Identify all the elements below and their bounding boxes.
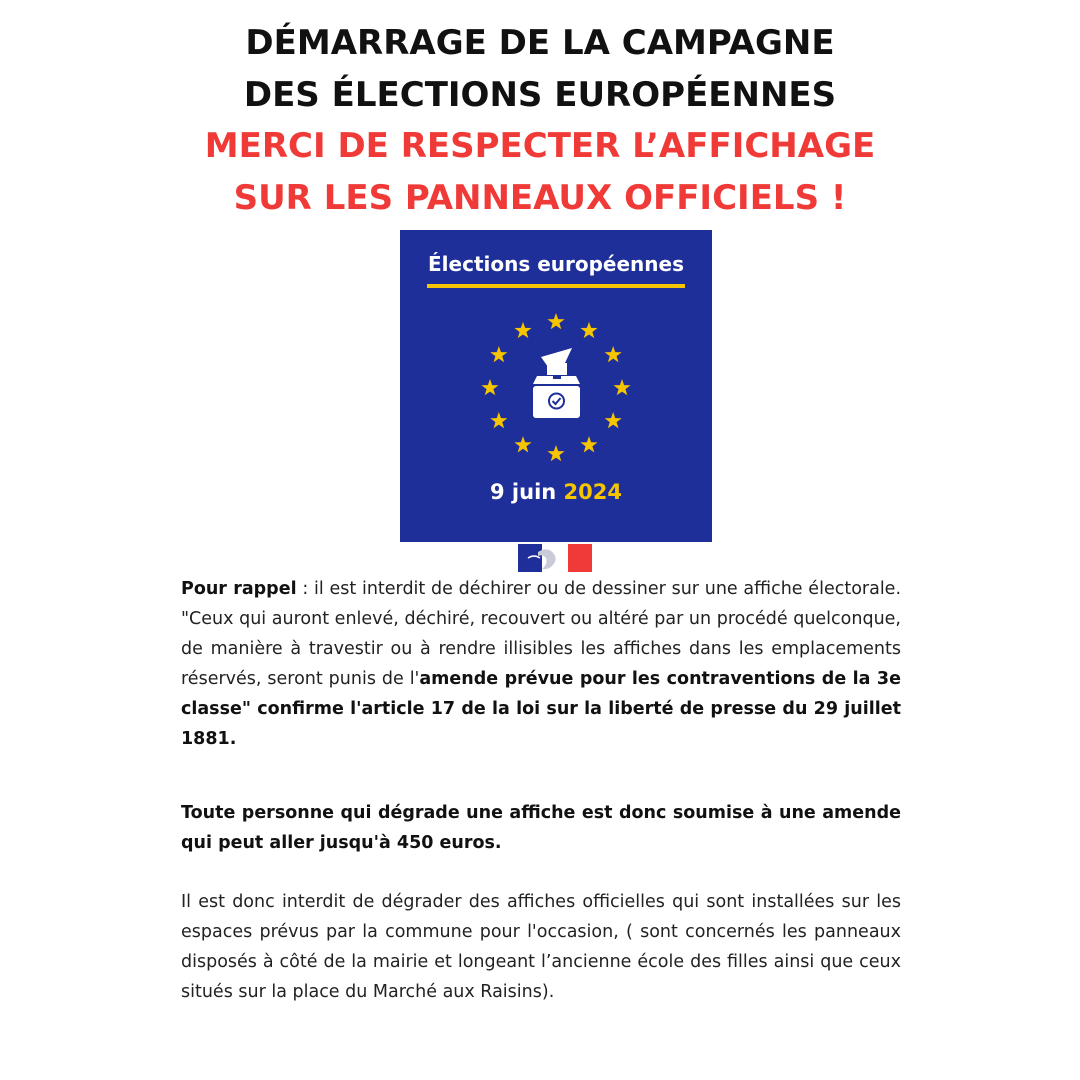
locations-paragraph: Il est donc interdit de dégrader des affiches officielles qui sont installées sur les espaces prévus par la commune pour l'occasion, ( sont concernés les panneaux disposés à côté de la mairie et longeant l’ancienne école des filles ainsi que ceux situés sur la place du Marché aux Raisins). [181, 892, 901, 1002]
poster-title: Élections européennes [428, 252, 684, 276]
poster-date-year: 2024 [563, 480, 622, 504]
eu-star-icon [547, 445, 564, 461]
headline-line-2: DES ÉLECTIONS EUROPÉENNES [243, 75, 837, 115]
eu-star-icon [605, 346, 622, 362]
headline-warning-line-2: SUR LES PANNEAUX OFFICIELS ! [233, 178, 847, 218]
poster-date [400, 480, 712, 504]
eu-star-icon [514, 436, 531, 452]
logo-strip [400, 542, 712, 564]
eu-star-icon [580, 322, 597, 338]
eu-star-icon [580, 436, 597, 452]
eu-star-icon [481, 379, 498, 395]
fine-paragraph: Toute personne qui dégrade une affiche est donc soumise à une amende qui peut aller jusqu'à 450 euros. [181, 803, 901, 853]
ballot-box-icon [533, 348, 580, 418]
eu-star-icon [514, 322, 531, 338]
marianne-logo-icon [518, 544, 592, 572]
eu-star-icon [613, 379, 630, 395]
eu-star-icon [490, 412, 507, 428]
reminder-text: : il est interdit de déchirer ou de dessiner sur une affiche électorale. "Ceux qui auront enlevé, déchiré, recouvert ou altéré par un procédé quelconque, de manière à travestir ou à rendre illisibles les affiches dans les emplacements réservés, seront punis de l' [181, 579, 902, 689]
reminder-paragraph [181, 574, 901, 754]
poster-date-day: 9 juin [490, 480, 557, 504]
eu-star-icon [605, 412, 622, 428]
reminder-bold-text: amende prévue pour les contraventions de la 3e classe" confirme l'article 17 de la loi sur la liberté de presse du 29 juillet 1881. [181, 669, 901, 749]
eu-star-icon [547, 313, 564, 329]
headline-warning-line-1: MERCI DE RESPECTER L’AFFICHAGE [204, 126, 876, 166]
reminder-lead: Pour rappel [181, 579, 297, 599]
eu-star-icon [490, 346, 507, 362]
election-poster [400, 230, 712, 542]
headline-line-1: DÉMARRAGE DE LA CAMPAGNE [245, 23, 835, 63]
